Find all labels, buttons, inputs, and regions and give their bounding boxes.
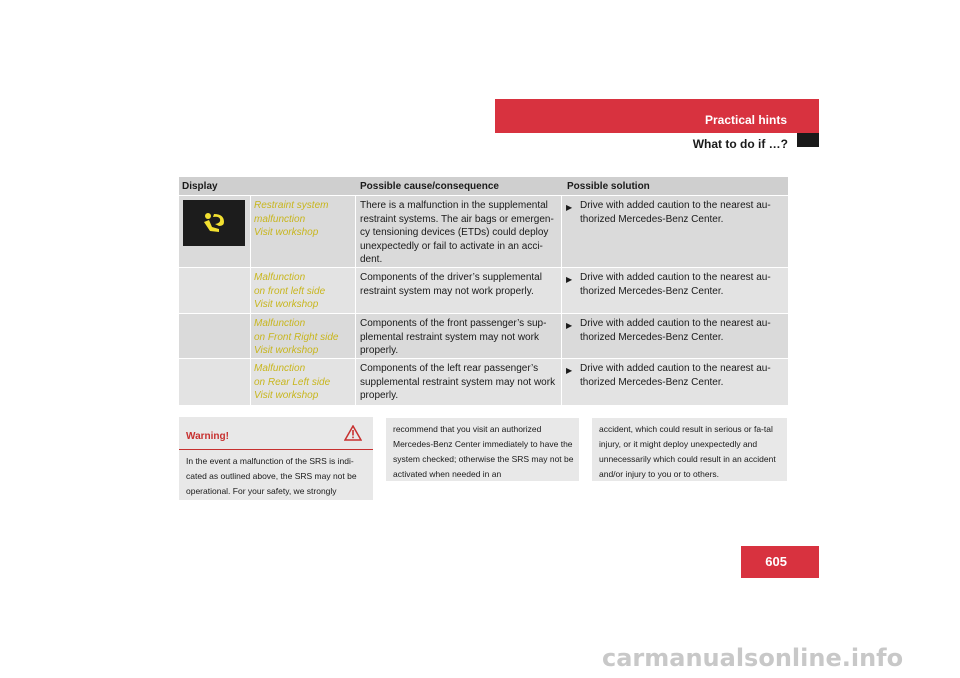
display-message: Malfunction on Rear Left side Visit workshop <box>250 359 355 405</box>
bullet-arrow-icon: ▶ <box>566 321 573 330</box>
warning-divider <box>179 449 373 450</box>
cause-text: Components of the driver’s supplemental restraint system may not work properly. <box>355 268 561 313</box>
airbag-warning-icon <box>183 200 245 246</box>
cause-text: Components of the left rear passenger’s supplemental restraint system may not work properly. <box>355 359 561 405</box>
solution-cell <box>561 196 788 267</box>
display-message: Malfunction on front left side Visit workshop <box>250 268 355 313</box>
solution-text: Drive with added caution to the nearest au-thorized Mercedes-Benz Center. <box>580 272 771 297</box>
solution-cell <box>561 268 788 313</box>
solution-cell <box>561 314 788 358</box>
header-marker <box>797 133 819 147</box>
solution-text: Drive with added caution to the nearest au-thorized Mercedes-Benz Center. <box>580 363 771 388</box>
table-header <box>179 177 788 195</box>
header-band <box>495 99 819 133</box>
solution-cell <box>561 359 788 405</box>
warning-text-2: recommend that you visit an authorized Mercedes-Benz Center immediately to have the system checked; otherwise the SRS may not be activated when needed in an <box>393 424 574 479</box>
bullet-arrow-icon: ▶ <box>566 275 573 284</box>
display-icon-cell <box>179 314 250 358</box>
warning-box <box>179 417 373 500</box>
display-table <box>179 177 788 405</box>
column-solution: Possible solution <box>567 181 650 192</box>
bullet-arrow-icon: ▶ <box>566 203 573 212</box>
table-row <box>179 313 788 358</box>
warning-text-3: accident, which could result in serious or fa-tal injury, or it might deploy unexpectedly and unnecessarily which could result in an accident and/or injury to you or to others. <box>599 424 776 479</box>
watermark: carmanualsonline.info <box>602 644 904 672</box>
warning-triangle-icon <box>344 425 362 446</box>
warning-continued-box <box>386 418 579 481</box>
display-icon-cell <box>179 268 250 313</box>
warning-continued-box <box>592 418 787 481</box>
column-display: Display <box>182 181 218 192</box>
column-cause: Possible cause/consequence <box>360 181 499 192</box>
solution-text: Drive with added caution to the nearest au-thorized Mercedes-Benz Center. <box>580 318 771 343</box>
warning-title: Warning! <box>186 431 229 442</box>
display-icon-cell <box>179 359 250 405</box>
section-title: Practical hints <box>704 113 787 127</box>
cause-text: Components of the front passenger’s sup-plemental restraint system may not work properly. <box>355 314 561 358</box>
table-row <box>179 358 788 405</box>
display-message: Malfunction on Front Right side Visit workshop <box>250 314 355 358</box>
warning-text-1: In the event a malfunction of the SRS is indi-cated as outlined above, the SRS may not be operational. For your safety, we strongly <box>186 456 357 496</box>
table-row <box>179 195 788 267</box>
table-row <box>179 267 788 313</box>
bullet-arrow-icon: ▶ <box>566 366 573 375</box>
cause-text: There is a malfunction in the supplemental restraint systems. The air bags or emergen-cy tensioning devices (ETDs) could deploy unexpectedly or fail to activate in an acci-dent. <box>355 196 561 267</box>
page-number-tab <box>741 546 819 578</box>
display-icon-cell <box>179 196 250 267</box>
solution-text: Drive with added caution to the nearest au-thorized Mercedes-Benz Center. <box>580 200 771 225</box>
display-message: Restraint system malfunction Visit workshop <box>250 196 355 267</box>
page-number: 605 <box>765 554 787 569</box>
page-subtitle: What to do if …? <box>692 137 788 151</box>
